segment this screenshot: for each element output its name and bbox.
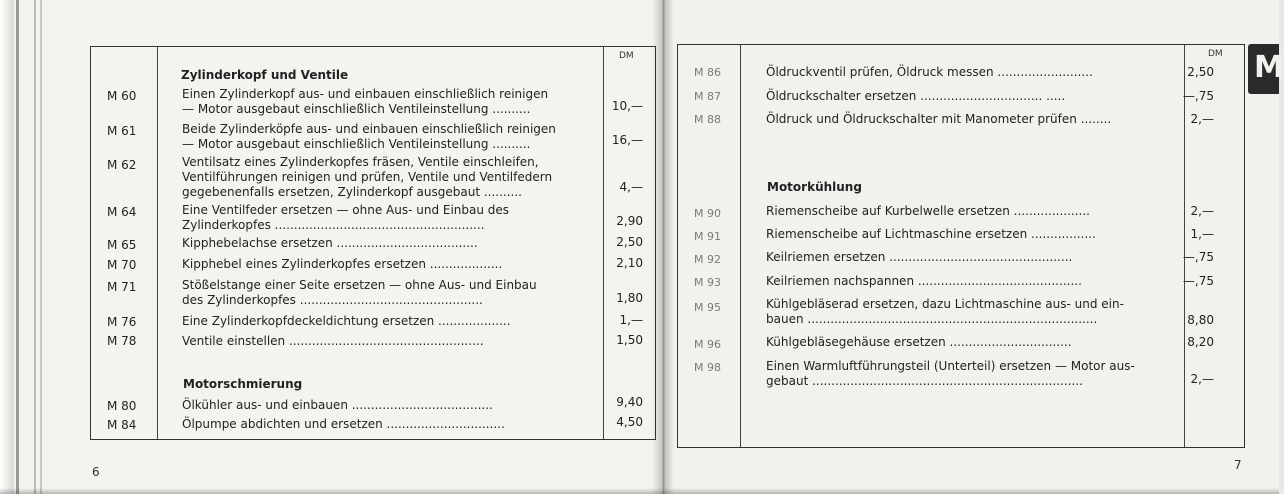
left-price-table <box>90 46 656 440</box>
code-column-divider <box>740 45 741 447</box>
item-price: 2,10 <box>616 256 643 270</box>
item-price: 2,50 <box>616 235 643 249</box>
item-code: M 96 <box>694 338 721 351</box>
currency-header: DM <box>1208 49 1223 59</box>
item-description: Ventilsatz eines Zylinderkopfes fräsen, Ventile einschleifen, Ventilführungen reinigen und prüfen, Ventile und Ventilfedern gegebenenfalls ersetzen, Zylinderkopf ausgebaut .......... <box>182 155 553 199</box>
item-price: 1,80 <box>616 291 643 305</box>
item-code: M 93 <box>694 276 721 289</box>
item-code: M 91 <box>694 230 721 243</box>
item-price: 8,80 <box>1187 313 1214 327</box>
item-price: 8,20 <box>1187 335 1214 349</box>
item-description: Eine Ventilfeder ersetzen — ohne Aus- und Einbau des Zylinderkopfes ....................................................... <box>182 203 510 232</box>
item-description: Kühlgebläserad ersetzen, dazu Lichtmaschine aus- und ein- bauen ............................................................................ <box>766 297 1124 326</box>
item-description: Keilriemen nachspannen ........................................... <box>766 274 1082 288</box>
item-price: 9,40 <box>616 395 643 409</box>
item-description: Riemenscheibe auf Lichtmaschine ersetzen ................. <box>766 227 1096 241</box>
item-price: 10,— <box>611 99 643 113</box>
item-price: 2,— <box>1190 372 1214 386</box>
item-code: M 78 <box>107 334 137 348</box>
section-heading-motorschmierung: Motorschmierung <box>183 377 303 391</box>
item-code: M 76 <box>107 315 137 329</box>
item-price: 2,50 <box>1187 65 1214 79</box>
item-description: Beide Zylinderköpfe aus- und einbauen einschließlich reinigen — Motor ausgebaut einschließlich Ventileinstellung .......... <box>182 122 556 151</box>
code-column-divider <box>157 47 158 439</box>
item-price: 2,— <box>1190 204 1214 218</box>
item-description: Kipphebel eines Zylinderkopfes ersetzen ................... <box>182 257 503 271</box>
page-number-right: 7 <box>1234 458 1242 472</box>
right-price-table <box>677 44 1245 448</box>
item-code: M 84 <box>107 418 137 432</box>
thumb-tab-letter: M <box>1254 50 1284 85</box>
item-price: 1,50 <box>616 333 643 347</box>
section-thumb-tab <box>1248 44 1284 94</box>
item-price: —,75 <box>1182 250 1214 264</box>
item-description: Stößelstange einer Seite ersetzen — ohne Aus- und Einbau des Zylinderkopfes ................................................ <box>182 278 537 307</box>
item-description: Öldruckventil prüfen, Öldruck messen ......................... <box>766 65 1093 79</box>
item-description: Ölkühler aus- und einbauen ..................................... <box>182 398 493 412</box>
item-price: 1,— <box>1190 227 1214 241</box>
item-code: M 87 <box>694 90 721 103</box>
item-code: M 62 <box>107 158 137 172</box>
item-price: 4,— <box>619 180 643 194</box>
item-code: M 70 <box>107 258 137 272</box>
section-heading-zylinderkopf: Zylinderkopf und Ventile <box>181 68 349 82</box>
item-code: M 64 <box>107 205 137 219</box>
item-code: M 90 <box>694 207 721 220</box>
item-description: Einen Warmluftführungsteil (Unterteil) ersetzen — Motor aus- gebaut ....................................................................... <box>766 359 1135 388</box>
item-price: 16,— <box>611 133 643 147</box>
item-description: Öldruckschalter ersetzen ................................ ..... <box>766 89 1066 103</box>
item-price: —,75 <box>1182 89 1214 103</box>
price-column-divider <box>1184 45 1185 447</box>
item-description: Öldruck und Öldruckschalter mit Manometer prüfen ........ <box>766 112 1112 126</box>
section-heading-motorkuehlung: Motorkühlung <box>767 180 862 194</box>
item-description: Einen Zylinderkopf aus- und einbauen einschließlich reinigen — Motor ausgebaut einschließlich Ventileinstellung .......... <box>182 87 549 116</box>
item-code: M 86 <box>694 66 721 79</box>
page-edge-line <box>40 0 42 494</box>
item-code: M 98 <box>694 361 721 374</box>
item-description: Kühlgebläsegehäuse ersetzen ................................ <box>766 335 1072 349</box>
item-code: M 61 <box>107 124 137 138</box>
page-edge-stack <box>0 0 14 494</box>
item-code: M 60 <box>107 89 137 103</box>
item-description: Ventile einstellen ................................................... <box>182 334 484 348</box>
item-description: Ölpumpe abdichten und ersetzen ............................... <box>182 417 505 431</box>
item-price: 1,— <box>619 313 643 327</box>
item-code: M 95 <box>694 301 721 314</box>
item-price: 2,90 <box>616 214 643 228</box>
item-description: Kipphebelachse ersetzen ..................................... <box>182 236 478 250</box>
page-number-left: 6 <box>92 465 100 479</box>
item-description: Riemenscheibe auf Kurbelwelle ersetzen .................... <box>766 204 1090 218</box>
item-code: M 88 <box>694 113 721 126</box>
item-price: 2,— <box>1190 112 1214 126</box>
item-price: —,75 <box>1182 274 1214 288</box>
item-code: M 80 <box>107 399 137 413</box>
page-edge-line <box>34 0 36 494</box>
item-description: Eine Zylinderkopfdeckeldichtung ersetzen ................... <box>182 314 511 328</box>
page-edge-line <box>16 0 19 494</box>
item-code: M 65 <box>107 238 137 252</box>
item-code: M 71 <box>107 280 137 294</box>
item-price: 4,50 <box>616 415 643 429</box>
currency-header: DM <box>619 51 634 61</box>
item-code: M 92 <box>694 253 721 266</box>
bottom-shadow <box>0 488 1279 494</box>
item-description: Keilriemen ersetzen ................................................ <box>766 250 1073 264</box>
